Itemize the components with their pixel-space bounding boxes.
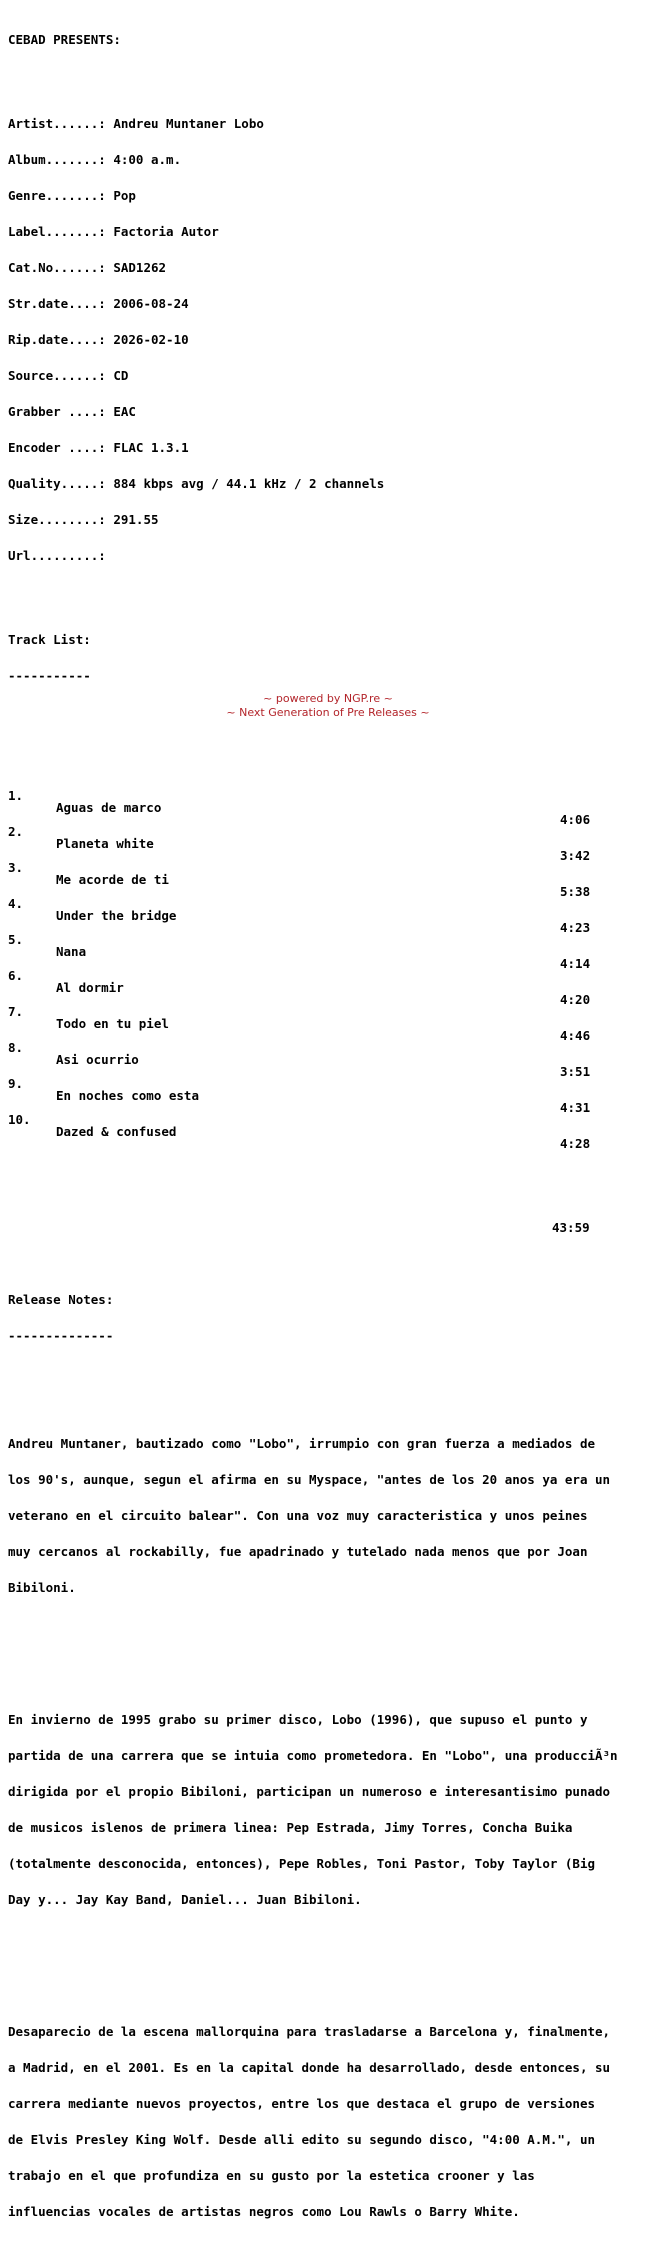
notes-line: carrera mediante nuevos proyectos, entre los que destaca el grupo de versiones	[8, 2096, 595, 2111]
info-line-grabber: Grabber ....: EAC	[8, 404, 136, 419]
tracklist-underline: -----------	[8, 668, 91, 683]
track-duration: 4:06	[560, 812, 591, 827]
track-duration: 5:38	[560, 884, 591, 899]
track-duration: 4:31	[560, 1100, 591, 1115]
track-row	[8, 1030, 656, 1079]
notes-paragraph-3	[8, 2002, 656, 2242]
notes-line: Day y... Jay Kay Band, Daniel... Juan Bibiloni.	[8, 1892, 362, 1907]
track-title: En noches como esta	[56, 1088, 199, 1103]
notes-line: trabajo en el que profundiza en su gusto por la estetica crooner y las	[8, 2168, 535, 2183]
notes-line: partida de una carrera que se intuia como prometedora. En "Lobo", una producciÃ³n	[8, 1748, 618, 1763]
track-number: 1.	[8, 788, 24, 803]
notes-line: En invierno de 1995 grabo su primer disco, Lobo (1996), que supuso el punto y	[8, 1712, 588, 1727]
notes-line: Bibiloni.	[8, 1580, 76, 1595]
notes-line: Andreu Muntaner, bautizado como "Lobo", irrumpio con gran fuerza a mediados de	[8, 1436, 595, 1451]
track-title: Dazed & confused	[56, 1124, 177, 1139]
info-line-album: Album.......: 4:00 a.m.	[8, 152, 182, 167]
track-row	[8, 1066, 656, 1115]
total-duration-row	[8, 1210, 656, 1235]
spacer	[8, 1366, 656, 1378]
info-line-size: Size........: 291.55	[8, 512, 159, 527]
track-title: Al dormir	[56, 980, 124, 995]
nfo-document	[8, 10, 656, 2254]
track-duration: 4:14	[560, 956, 591, 971]
track-title: Nana	[56, 944, 87, 959]
notes-paragraph-1	[8, 1414, 656, 1618]
spacer	[8, 1642, 656, 1654]
track-title: Under the bridge	[56, 908, 177, 923]
track-row	[8, 1102, 656, 1151]
track-row	[8, 814, 656, 863]
notes-line: muy cercanos al rockabilly, fue apadrinado y tutelado nada menos que por Joan	[8, 1544, 588, 1559]
track-duration: 4:20	[560, 992, 591, 1007]
track-number: 7.	[8, 1004, 24, 1019]
track-number: 3.	[8, 860, 24, 875]
track-row	[8, 994, 656, 1043]
notes-line: Desaparecio de la escena mallorquina para trasladarse a Barcelona y, finalmente,	[8, 2024, 611, 2039]
notes-line: de Elvis Presley King Wolf. Desde alli edito su segundo disco, "4:00 A.M.", un	[8, 2132, 595, 2147]
info-line-genre: Genre.......: Pop	[8, 188, 136, 203]
nfo-header: CEBAD PRESENTS:	[8, 32, 121, 47]
info-line-catno: Cat.No......: SAD1262	[8, 260, 167, 275]
track-row	[8, 886, 656, 935]
track-title: Aguas de marco	[56, 800, 162, 815]
info-line-artist: Artist......: Andreu Muntaner Lobo	[8, 116, 264, 131]
notes-line: los 90's, aunque, segun el afirma en su Myspace, "antes de los 20 anos ya era un	[8, 1472, 611, 1487]
track-list	[8, 754, 656, 1151]
notes-line: de musicos islenos de primera linea: Pep Estrada, Jimy Torres, Concha Buika	[8, 1820, 573, 1835]
footer-tagline: ~ Next Generation of Pre Releases ~	[226, 706, 430, 719]
track-row	[8, 778, 656, 827]
track-duration: 4:23	[560, 920, 591, 935]
info-line-source: Source......: CD	[8, 368, 129, 383]
notes-heading: Release Notes:	[8, 1292, 114, 1307]
tracklist-heading: Track List:	[8, 632, 91, 647]
track-row	[8, 922, 656, 971]
notes-line: (totalmente desconocida, entonces), Pepe Robles, Toni Pastor, Toby Taylor (Big	[8, 1856, 595, 1871]
spacer	[8, 70, 656, 82]
track-row	[8, 850, 656, 899]
track-title: Todo en tu piel	[56, 1016, 169, 1031]
info-line-strdate: Str.date....: 2006-08-24	[8, 296, 189, 311]
spacer	[8, 1954, 656, 1966]
notes-line: dirigida por el propio Bibiloni, participan un numeroso e interesantisimo punado	[8, 1784, 611, 1799]
notes-underline: --------------	[8, 1328, 114, 1343]
spacer	[8, 1246, 656, 1258]
track-number: 10.	[8, 1112, 31, 1127]
track-title: Planeta white	[56, 836, 154, 851]
notes-paragraph-2	[8, 1690, 656, 1930]
notes-line: veterano en el circuito balear". Con una voz muy caracteristica y unos peines	[8, 1508, 588, 1523]
total-duration: 43:59	[552, 1220, 590, 1235]
track-number: 2.	[8, 824, 24, 839]
notes-line: influencias vocales de artistas negros como Lou Rawls o Barry White.	[8, 2204, 520, 2219]
track-number: 4.	[8, 896, 24, 911]
track-row	[8, 958, 656, 1007]
track-duration: 3:51	[560, 1064, 591, 1079]
track-duration: 4:28	[560, 1136, 591, 1151]
spacer	[8, 1174, 656, 1186]
notes-line: a Madrid, en el 2001. Es en la capital donde ha desarrollado, desde entonces, su	[8, 2060, 611, 2075]
track-number: 5.	[8, 932, 24, 947]
track-number: 9.	[8, 1076, 24, 1091]
track-title: Asi ocurrio	[56, 1052, 139, 1067]
info-line-label: Label.......: Factoria Autor	[8, 224, 219, 239]
info-line-quality: Quality.....: 884 kbps avg / 44.1 kHz / 2 channels	[8, 476, 385, 491]
footer-powered-by: ~ powered by NGP.re ~	[263, 692, 393, 705]
spacer	[8, 598, 656, 610]
footer	[0, 692, 656, 720]
track-number: 6.	[8, 968, 24, 983]
track-title: Me acorde de ti	[56, 872, 169, 887]
info-line-encoder: Encoder ....: FLAC 1.3.1	[8, 440, 189, 455]
info-line-url: Url.........:	[8, 548, 106, 563]
track-duration: 4:46	[560, 1028, 591, 1043]
info-line-ripdate: Rip.date....: 2026-02-10	[8, 332, 189, 347]
track-duration: 3:42	[560, 848, 591, 863]
track-number: 8.	[8, 1040, 24, 1055]
